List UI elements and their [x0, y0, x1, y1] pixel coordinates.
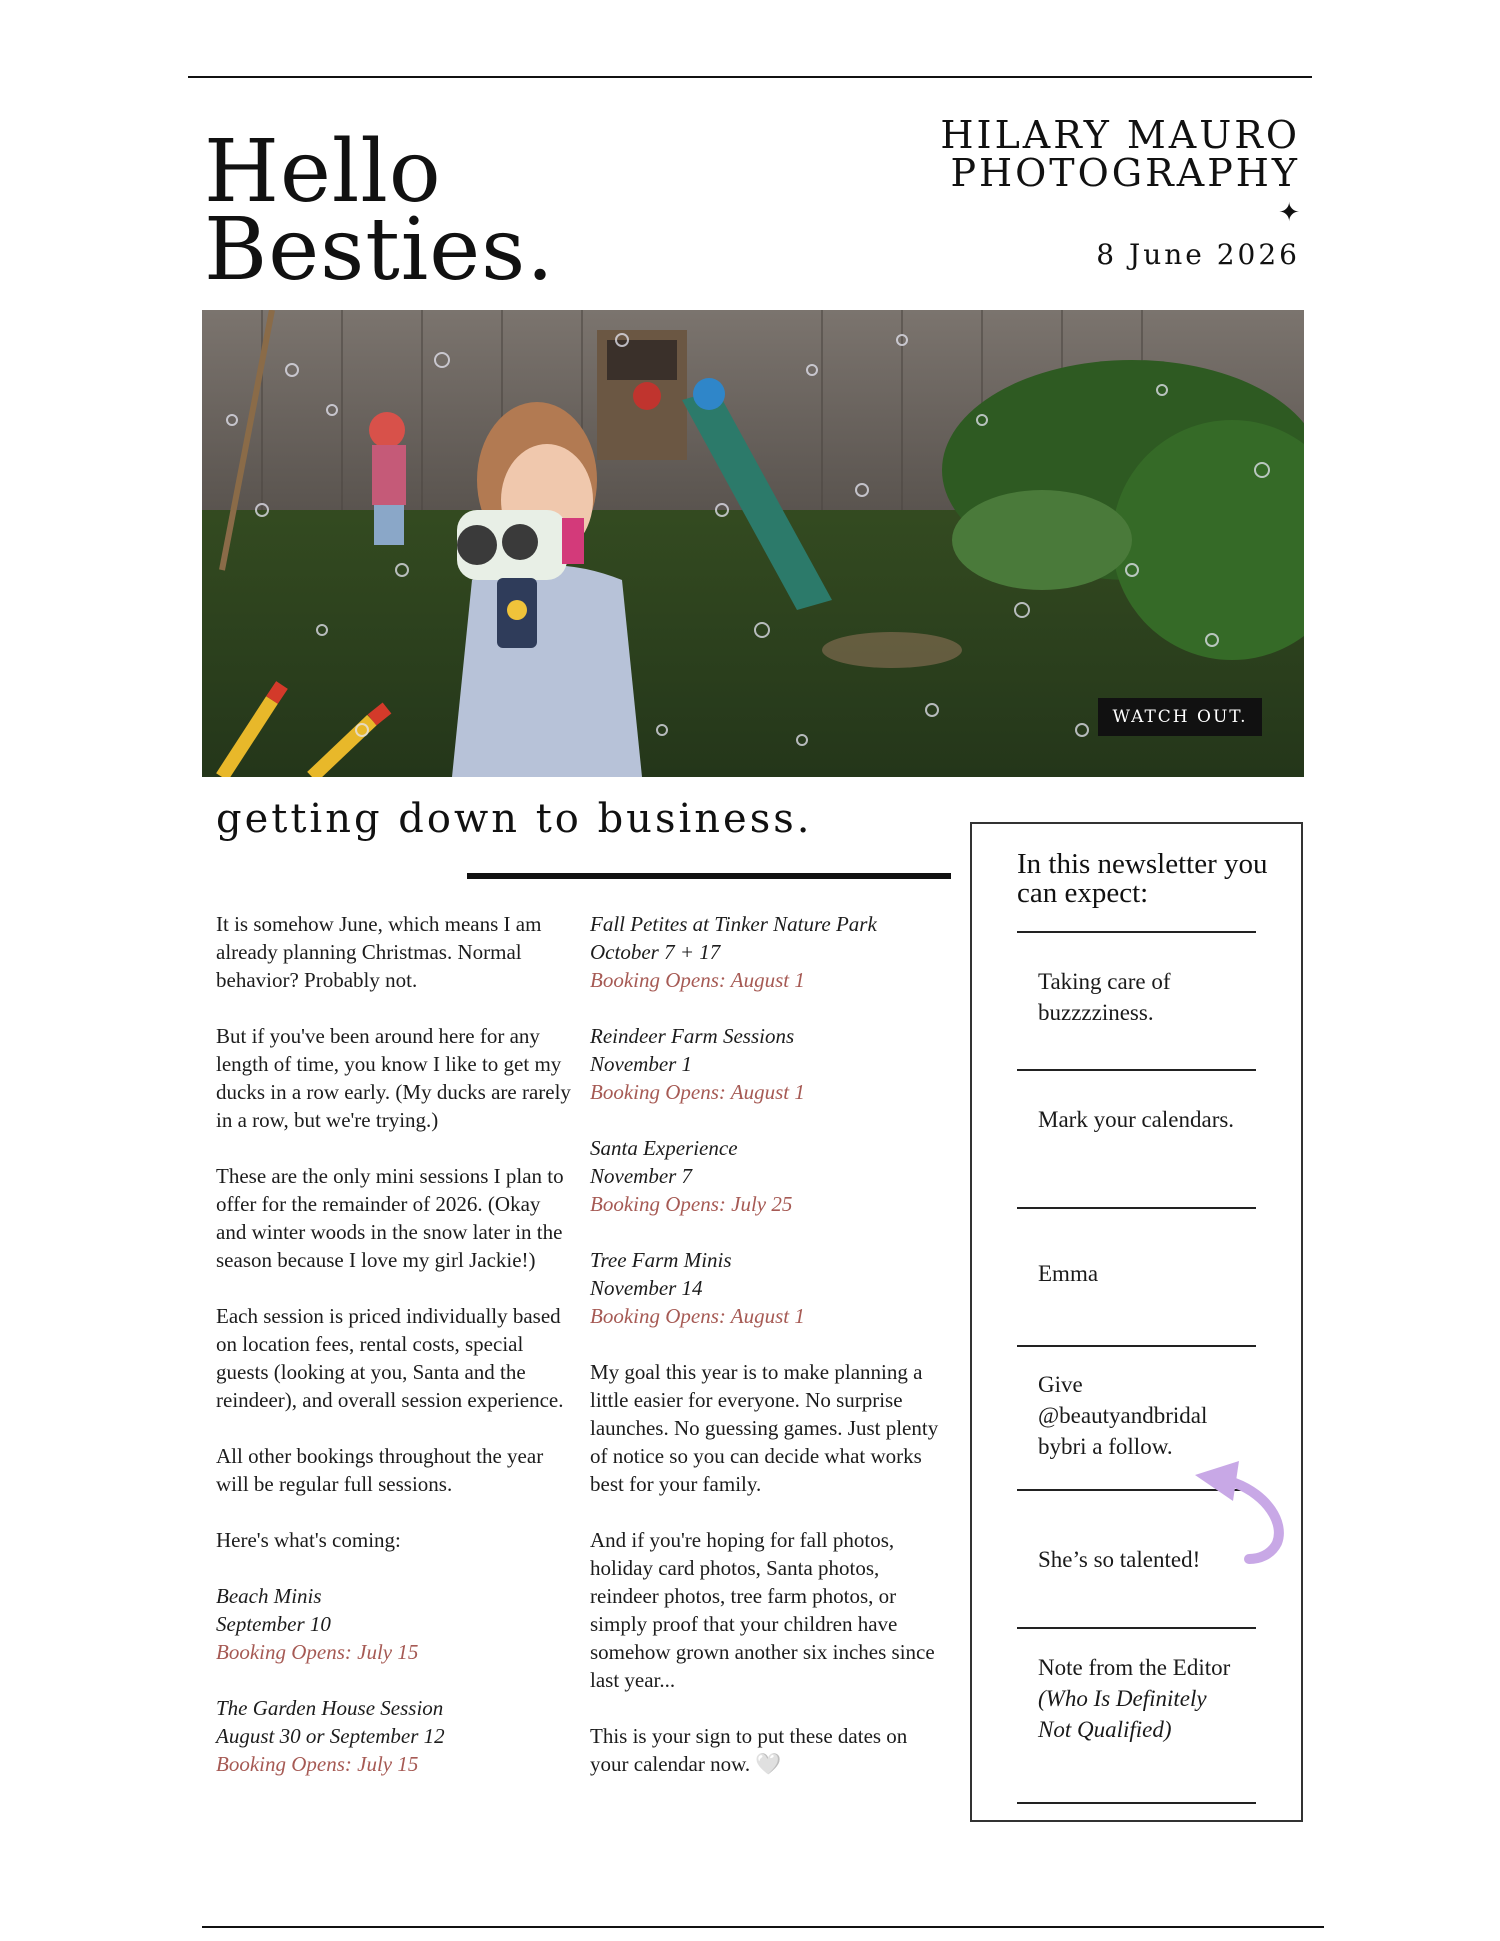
event-booking-opens: Booking Opens: July 15 [216, 1640, 419, 1664]
divider [1017, 1627, 1256, 1629]
event-date: October 7 + 17 [590, 940, 721, 964]
brand-line-1: HILARY MAURO [940, 113, 1300, 157]
contents-item: Mark your calendars. [1038, 1107, 1235, 1132]
paragraph: This is your sign to put these dates on your calendar now. 🤍 [590, 1724, 908, 1776]
event-listing [590, 1246, 945, 1330]
paragraph: It is somehow June, which means I am already planning Christmas. Normal behavior? Probably not. [216, 912, 542, 992]
contents-item: Taking care of buzzzziness. [1038, 969, 1171, 1025]
paragraph: These are the only mini sessions I plan to offer for the remainder of 2026. (Okay and winter woods in the snow later in the season because I love my girl Jackie!) [216, 1164, 564, 1272]
event-date: September 10 [216, 1612, 331, 1636]
paragraph: All other bookings throughout the year will be regular full sessions. [216, 1444, 544, 1496]
contents-item-aside: (Who Is Definitely Not Qualified) [1038, 1686, 1207, 1742]
paragraph: My goal this year is to make planning a little easier for everyone. No surprise launches. No guessing games. Just plenty of notice so you can decide what works best for your family. [590, 1360, 939, 1496]
divider [1017, 1345, 1256, 1347]
event-listing [216, 1582, 571, 1666]
divider [1017, 1802, 1256, 1804]
event-date: November 14 [590, 1276, 703, 1300]
event-name: Fall Petites at Tinker Nature Park [590, 912, 877, 936]
photo-caption: WATCH OUT. [1098, 698, 1262, 736]
sparkle-icon: ✦ [1278, 198, 1300, 228]
paragraph: Here's what's coming: [216, 1528, 401, 1552]
right-column [590, 910, 945, 1806]
event-name: Beach Minis [216, 1584, 322, 1608]
bottom-rule [202, 1926, 1324, 1928]
event-booking-opens: Booking Opens: July 25 [590, 1192, 793, 1216]
issue-date: 8 June 2026 [1096, 238, 1300, 271]
divider [1017, 931, 1256, 933]
event-listing [590, 1134, 945, 1218]
greeting-line-2: Besties. [204, 200, 555, 300]
event-name: Reindeer Farm Sessions [590, 1024, 795, 1048]
event-booking-opens: Booking Opens: August 1 [590, 1304, 805, 1328]
event-name: Tree Farm Minis [590, 1248, 732, 1272]
paragraph: Each session is priced individually based on location fees, rental costs, special guests (looking at you, Santa and the reindeer), and overall session experience. [216, 1304, 564, 1412]
event-listing [590, 1022, 945, 1106]
divider [1017, 1207, 1256, 1209]
event-date: August 30 or September 12 [216, 1724, 445, 1748]
event-booking-opens: Booking Opens: July 15 [216, 1752, 419, 1776]
paragraph: But if you've been around here for any length of time, you know I like to get my ducks in a row early. (My ducks are rarely in a row, but we're trying.) [216, 1024, 571, 1132]
event-booking-opens: Booking Opens: August 1 [590, 1080, 805, 1104]
event-date: November 1 [590, 1052, 693, 1076]
contents-item: Emma [1038, 1261, 1099, 1286]
divider [1017, 1069, 1256, 1071]
event-date: November 7 [590, 1164, 693, 1188]
contents-title: In this newsletter you can expect: [1017, 848, 1268, 909]
contents-item-label: Note from the Editor [1038, 1655, 1231, 1680]
event-name: Santa Experience [590, 1136, 738, 1160]
top-rule [188, 76, 1312, 78]
event-listing [216, 1694, 571, 1778]
greeting-line-1: Hello [204, 122, 442, 222]
contents-item: Give @beautyandbridal bybri a follow. [1038, 1372, 1208, 1459]
contents-item [1038, 1652, 1238, 1745]
event-booking-opens: Booking Opens: August 1 [590, 968, 805, 992]
contents-item: She’s so talented! [1038, 1547, 1201, 1572]
event-name: The Garden House Session [216, 1696, 444, 1720]
left-column [216, 910, 571, 1806]
section-title: getting down to business. [216, 796, 813, 842]
brand-line-2: PHOTOGRAPHY [950, 151, 1300, 195]
section-title-rule [467, 873, 951, 879]
paragraph: And if you're hoping for fall photos, holiday card photos, Santa photos, reindeer photos, tree farm photos, or simply proof that your children have somehow grown another six inches since last year... [590, 1528, 935, 1692]
event-listing [590, 910, 945, 994]
